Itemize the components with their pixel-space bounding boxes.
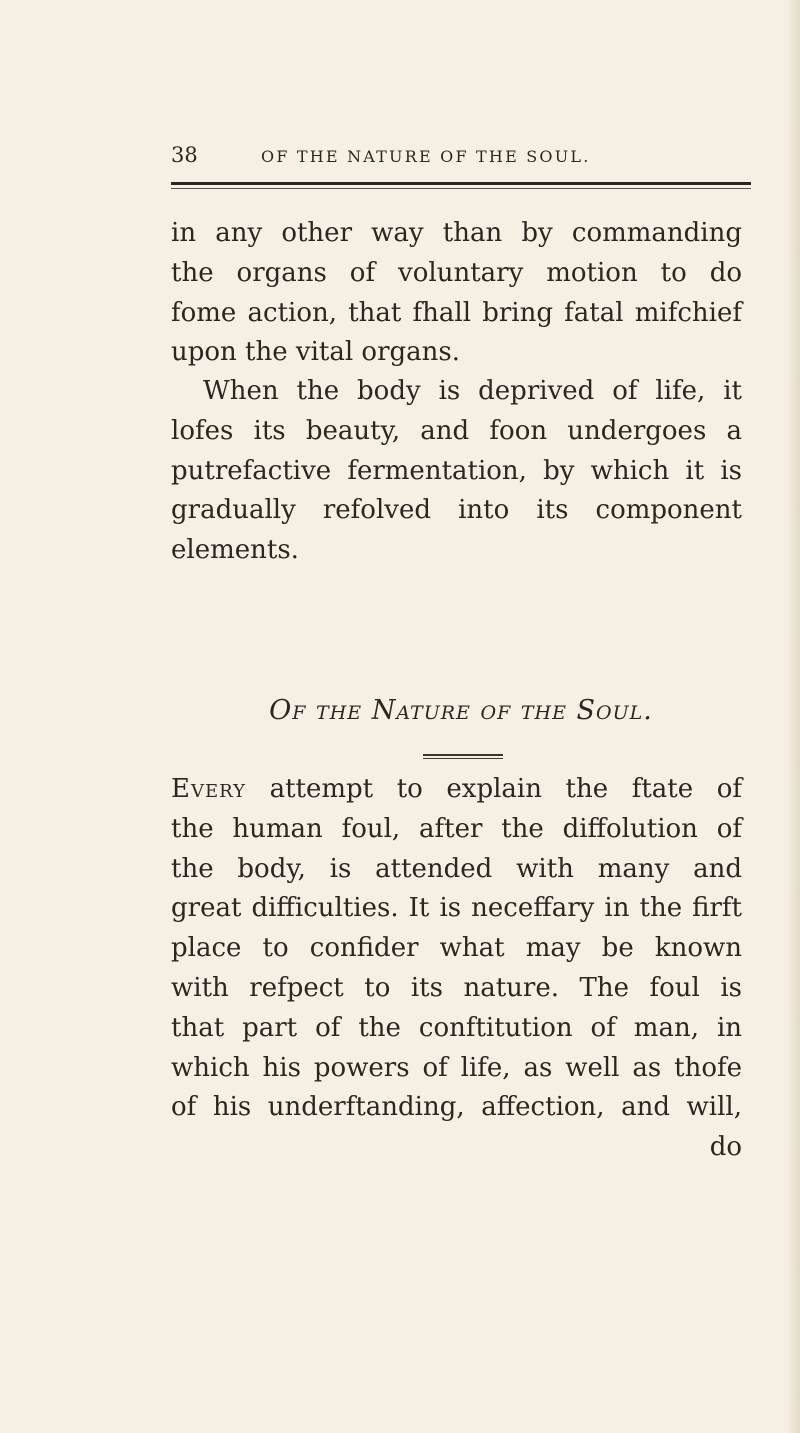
text-line: gradually refolved into its component xyxy=(171,495,742,526)
opening-word: Every xyxy=(171,774,246,804)
text-line: which his powers of life, as well as thofe xyxy=(171,1052,742,1083)
ornament-divider xyxy=(423,754,503,762)
text-line xyxy=(171,770,742,810)
text-line: fome action, that fhall bring fatal mifchief xyxy=(171,297,742,328)
running-head-title: OF THE NATURE OF THE SOUL. xyxy=(261,147,591,166)
text-line: with refpect to its nature. The foul is xyxy=(171,972,742,1003)
header-rule xyxy=(171,182,751,185)
catchword: do xyxy=(709,1132,742,1163)
divider-bar xyxy=(423,754,503,756)
paragraph-continuation xyxy=(171,214,742,373)
section-heading: Of the Nature of the Soul. xyxy=(269,695,653,726)
text-line: in any other way than by commanding xyxy=(171,218,742,248)
text-fragment: attempt to explain the ftate of xyxy=(246,774,742,804)
header-rule-thin xyxy=(171,188,751,189)
text-line: lofes its beauty, and foon undergoes a xyxy=(171,415,742,446)
text-line: elements. xyxy=(171,535,299,566)
running-head xyxy=(171,143,751,183)
text-line: place to confider what may be known xyxy=(171,933,742,964)
text-line: of his underftanding, affection, and will, xyxy=(171,1092,742,1123)
text-line: the human foul, after the diffolution of xyxy=(171,813,742,844)
paragraph-body-death xyxy=(171,372,742,571)
text-line: great difficulties. It is neceffary in the firft xyxy=(171,893,742,924)
text-line: putrefactive fermentation, by which it is xyxy=(171,455,742,486)
page-number: 38 xyxy=(171,143,198,167)
text-line: upon the vital organs. xyxy=(171,337,461,368)
divider-bar xyxy=(423,758,503,759)
text-line: When the body is deprived of life, it xyxy=(203,376,742,406)
page-edge-shadow xyxy=(786,0,800,1433)
paragraph-soul xyxy=(171,770,742,1168)
text-line: the organs of voluntary motion to do xyxy=(171,257,742,288)
text-line: the body, is attended with many and xyxy=(171,853,742,884)
text-line: that part of the conftitution of man, in xyxy=(171,1012,742,1043)
